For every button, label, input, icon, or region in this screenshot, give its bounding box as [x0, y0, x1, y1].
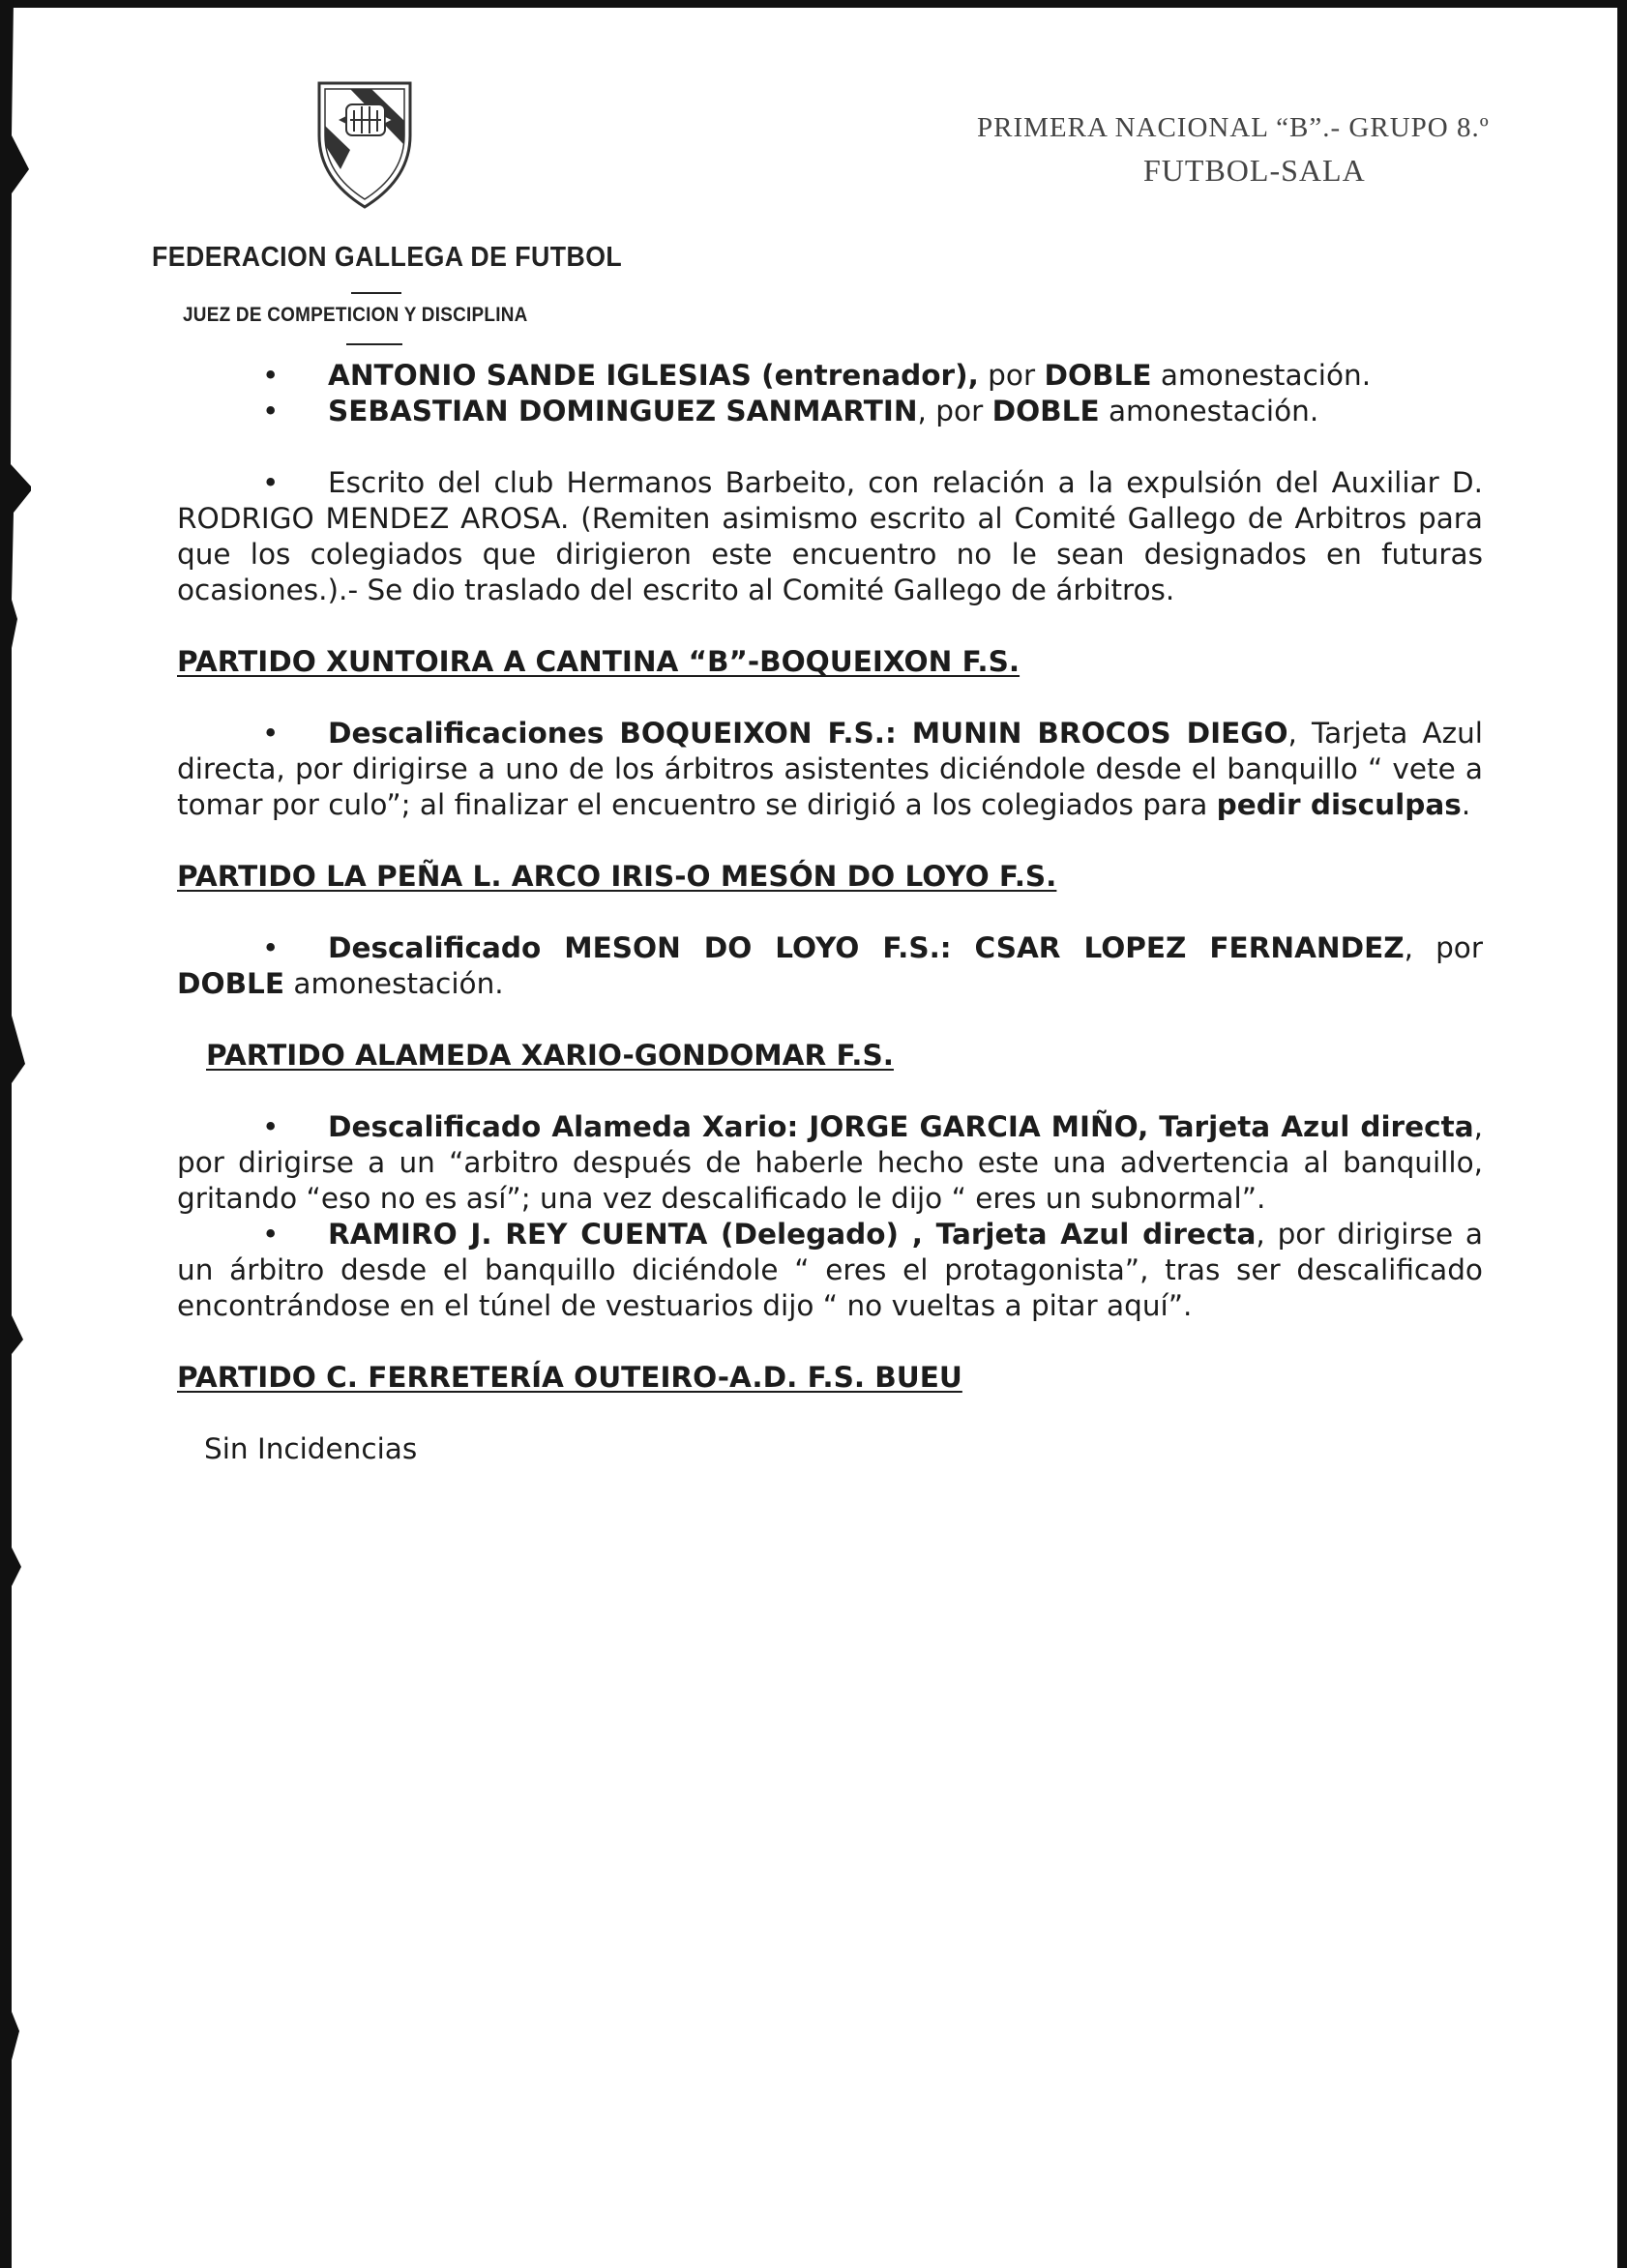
competition-judge-title: JUEZ DE COMPETICION Y DISCIPLINA [183, 304, 528, 326]
scan-edge-left [0, 0, 31, 2268]
league-title: PRIMERA NACIONAL “B”.- GRUPO 8.º [977, 112, 1490, 143]
divider [351, 292, 401, 294]
list-item: • RAMIRO J. REY CUENTA (Delegado) , Tarjeta Azul directa, por dirigirse a un árbitro desde el banquillo diciéndole “ eres el protagonista”, tras ser descalificado encontrándose en el túnel de vestuarios dijo “ no vueltas a pitar aquí”. [177, 1218, 1483, 1322]
bullet: • [262, 359, 280, 392]
header-right [977, 106, 1519, 191]
document-body [177, 358, 1483, 1467]
match-heading: PARTIDO C. FERRETERÍA OUTEIRO-A.D. F.S. BUEU [177, 1361, 962, 1394]
bullet: • [262, 1218, 280, 1251]
list-item: • Descalificado MESON DO LOYO F.S.: CSAR LOPEZ FERNANDEZ, por DOBLE amonestación. [177, 931, 1483, 1000]
list-item: • Descalificaciones BOQUEIXON F.S.: MUNIN BROCOS DIEGO, Tarjeta Azul directa, por dirigirse a uno de los árbitros asistentes diciéndole desde el banquillo “ vete a tomar por culo”; al finalizar el encuentro se dirigió a los colegiados para pedir disculpas. [177, 717, 1483, 821]
bullet: • [262, 931, 280, 964]
bullet: • [262, 1110, 280, 1143]
no-incidents-text: Sin Incidencias [204, 1432, 418, 1465]
federation-shield-logo [311, 77, 418, 213]
scan-edge-top [0, 0, 1627, 8]
match-heading: PARTIDO ALAMEDA XARIO-GONDOMAR F.S. [206, 1039, 894, 1072]
bullet: • [262, 717, 280, 750]
escrito-paragraph: • Escrito del club Hermanos Barbeito, con relación a la expulsión del Auxiliar D. RODRIGO MENDEZ AROSA. (Remiten asimismo escrito al Comité Gallego de Arbitros para que los colegiados que dirigieron este encuentro no le sean designados en futuras ocasiones.).- Se dio traslado del escrito al Comité Gallego de árbitros. [177, 466, 1483, 606]
bullet: • [262, 395, 280, 427]
list-item: • SEBASTIAN DOMINGUEZ SANMARTIN, por DOBLE amonestación. [177, 394, 1483, 429]
federation-name: FEDERACION GALLEGA DE FUTBOL [152, 242, 623, 273]
scan-edge-right [1617, 0, 1627, 2268]
list-item: • ANTONIO SANDE IGLESIAS (entrenador), por DOBLE amonestación. [177, 358, 1483, 394]
match-heading: PARTIDO XUNTOIRA A CANTINA “B”-BOQUEIXON F.S. [177, 645, 1021, 678]
match-heading: PARTIDO LA PEÑA L. ARCO IRIS-O MESÓN DO LOYO F.S. [177, 860, 1057, 893]
bullet: • [262, 466, 280, 499]
list-item: • Descalificado Alameda Xario: JORGE GARCIA MIÑO, Tarjeta Azul directa, por dirigirse a un “arbitro después de haberle hecho este una advertencia al banquillo, gritando “eso no es así”; una vez descalificado le dijo “ eres un subnormal”. [177, 1110, 1483, 1215]
sport-title: FUTBOL-SALA [1143, 153, 1366, 188]
divider [346, 343, 402, 345]
